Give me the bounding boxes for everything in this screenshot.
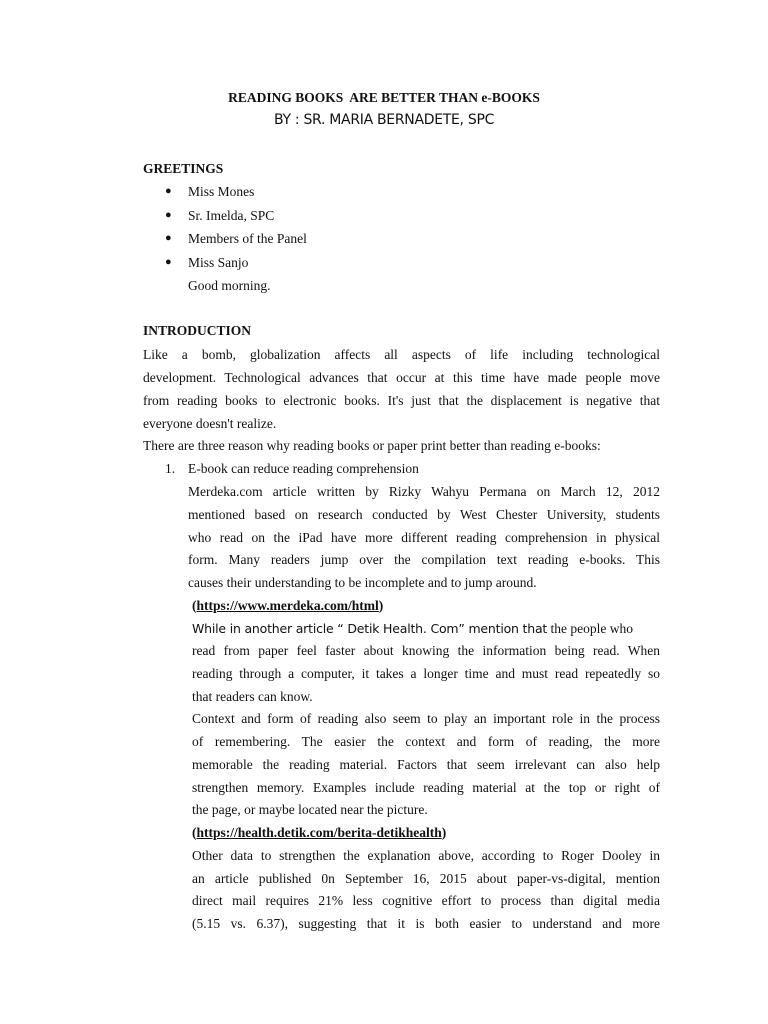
paragraph-line: strengthen memory. Examples include reading material at the top or right of bbox=[192, 780, 660, 795]
greeting-name: Members of the Panel bbox=[188, 231, 307, 246]
paragraph-line: Other data to strengthen the explanation above, according to Roger Dooley in bbox=[192, 848, 660, 863]
paragraph-line: who read on the iPad have more different reading comprehension in physical bbox=[188, 530, 660, 545]
paragraph-line: read from paper feel faster about knowing the information being read. When bbox=[192, 643, 660, 658]
paragraph-line: memorable the reading material. Factors that seem irrelevant can also help bbox=[192, 757, 660, 772]
paragraph-line: an article published 0n September 16, 2015 about paper-vs-digital, mention bbox=[192, 871, 660, 886]
paragraph-line: Merdeka.com article written by Rizky Wahyu Permana on March 12, 2012 bbox=[188, 484, 660, 499]
list-number: 1. bbox=[165, 461, 176, 476]
paragraph-line: that readers can know. bbox=[192, 689, 313, 704]
greetings-heading: GREETINGS bbox=[143, 161, 224, 176]
paragraph-line: causes their understanding to be incomplete and to jump around. bbox=[188, 575, 537, 590]
document-title: READING BOOKS ARE BETTER THAN e-BOOKS bbox=[228, 90, 540, 105]
list-item bbox=[143, 254, 307, 278]
paragraph-line: reading through a computer, it takes a longer time and must read repeatedly so bbox=[192, 666, 660, 681]
bullet-icon: ● bbox=[165, 208, 172, 221]
intro-line: development. Technological advances that occur at this time have made people move bbox=[143, 370, 660, 385]
paragraph-line: form. Many readers jump over the compilation text reading e-books. This bbox=[188, 552, 660, 567]
intro-line: from reading books to electronic books. It's just that the displacement is negative that bbox=[143, 393, 660, 408]
list-item bbox=[143, 230, 307, 254]
paragraph-line: direct mail requires 21% less cognitive effort to process than digital media bbox=[192, 893, 660, 908]
author-line: BY : SR. MARIA BERNADETE, SPC bbox=[273, 112, 495, 128]
greetings-list bbox=[143, 183, 307, 277]
bullet-icon: ● bbox=[165, 232, 172, 244]
bullet-icon: ● bbox=[165, 255, 172, 268]
intro-line: everyone doesn't realize. bbox=[143, 416, 277, 431]
reason-title: E-book can reduce reading comprehension bbox=[188, 461, 419, 476]
paragraph-line: the page, or maybe located near the picture. bbox=[192, 802, 428, 817]
source-link[interactable]: https://www.merdeka.com/html bbox=[196, 598, 379, 613]
intro-line: There are three reason why reading books or paper print better than reading e-books: bbox=[143, 438, 601, 453]
greeting-name: Miss Sanjo bbox=[188, 254, 249, 270]
paragraph-line: Context and form of reading also seem to play an important role in the process bbox=[192, 711, 660, 726]
source-link-detik: (https://health.detik.com/berita-detikhealth) bbox=[192, 825, 447, 840]
intro-line: Like a bomb, globalization affects all aspects of life including technological bbox=[143, 347, 660, 362]
introduction-heading: INTRODUCTION bbox=[143, 323, 252, 338]
paragraph-line: mentioned based on research conducted by West Chester University, students bbox=[188, 507, 660, 522]
greeting-name: Miss Mones bbox=[188, 184, 255, 199]
paragraph-text: the people who bbox=[547, 621, 633, 636]
article-reference: While in another article “ Detik Health. Com” mention that bbox=[192, 621, 548, 636]
paragraph-line bbox=[192, 620, 633, 637]
greeting-name: Sr. Imelda, SPC bbox=[188, 207, 275, 223]
greeting-closing: Good morning. bbox=[188, 278, 271, 293]
paragraph-line: of remembering. The easier the context and form of reading, the more bbox=[192, 734, 660, 749]
bullet-icon: ● bbox=[165, 185, 172, 197]
list-item bbox=[143, 183, 307, 207]
paragraph-line: (5.15 vs. 6.37), suggesting that it is both easier to understand and more bbox=[192, 916, 660, 931]
list-item bbox=[143, 207, 307, 231]
source-link-merdeka: (https://www.merdeka.com/html) bbox=[192, 598, 384, 613]
source-link[interactable]: https://health.detik.com/berita-detikhealth bbox=[196, 825, 442, 840]
